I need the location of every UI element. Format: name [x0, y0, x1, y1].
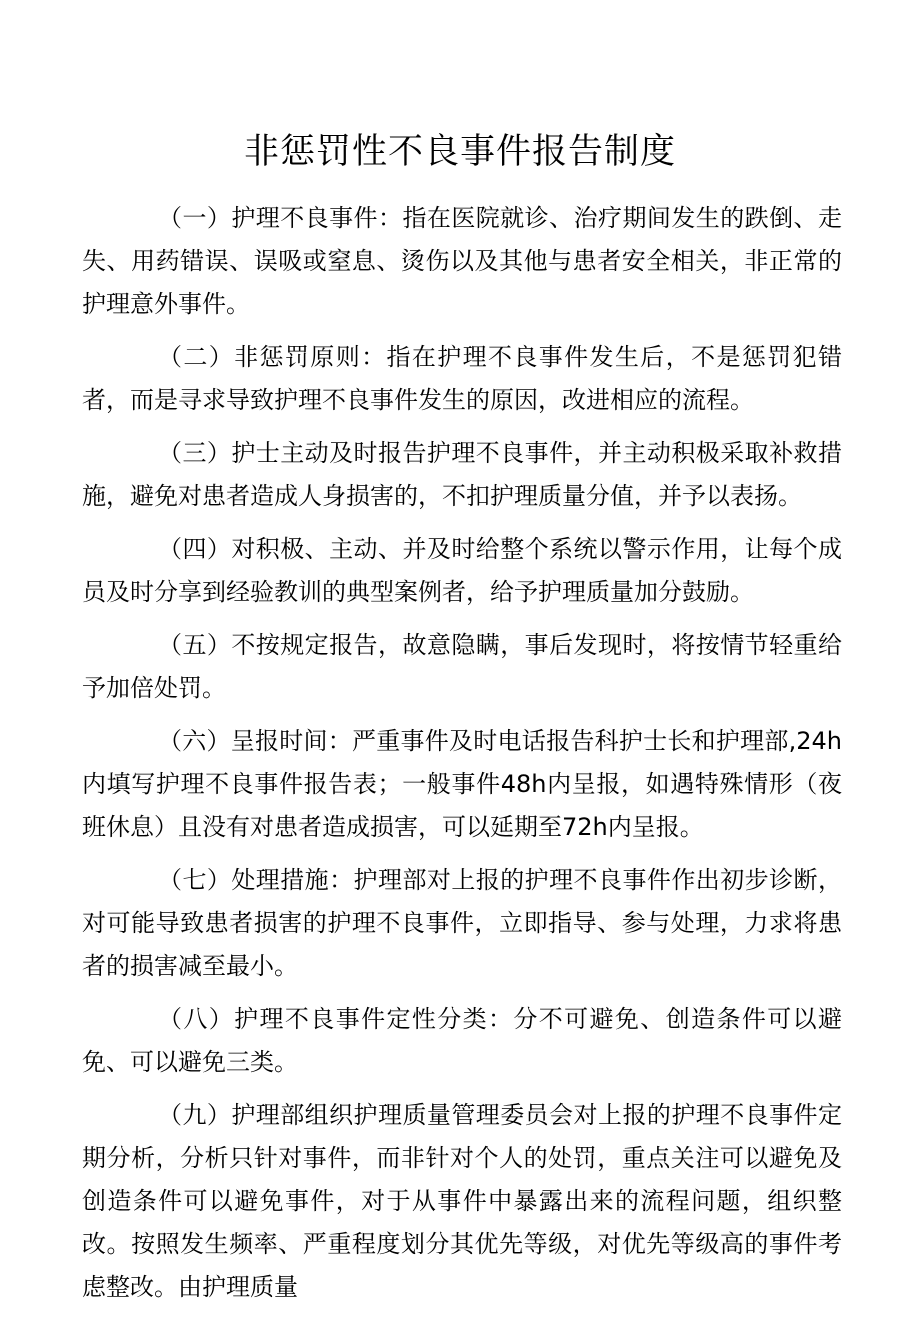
paragraph-2: （二）非惩罚原则：指在护理不良事件发生后，不是惩罚犯错者，而是寻求导致护理不良事件发生的原因，改进相应的流程。: [82, 343, 842, 414]
document-body: [82, 197, 842, 1319]
paragraph-1: （一）护理不良事件：指在医院就诊、治疗期间发生的跌倒、走失、用药错误、误吸或窒息、烫伤以及其他与患者安全相关，非正常的护理意外事件。: [82, 204, 842, 318]
paragraph-3: （三）护士主动及时报告护理不良事件，并主动积极采取补救措施，避免对患者造成人身损害的，不扣护理质量分值，并予以表扬。: [82, 439, 842, 510]
paragraph-7: （七）处理措施：护理部对上报的护理不良事件作出初步诊断，对可能导致患者损害的护理不良事件，立即指导、参与处理，力求将患者的损害减至最小。: [82, 866, 842, 980]
document-title: 非惩罚性不良事件报告制度: [243, 132, 676, 172]
paragraph-4: （四）对积极、主动、并及时给整个系统以警示作用，让每个成员及时分享到经验教训的典型案例者，给予护理质量加分鼓励。: [82, 535, 842, 606]
paragraph-5: （五）不按规定报告，故意隐瞒，事后发现时，将按情节轻重给予加倍处罚。: [82, 631, 842, 702]
paragraph-9: （九）护理部组织护理质量管理委员会对上报的护理不良事件定期分析，分析只针对事件，而非针对个人的处罚，重点关注可以避免及创造条件可以避免事件，对于从事件中暴露出来的流程问题，组织整改。按照发生频率、严重程度划分其优先等级，对优先等级高的事件考虑整改。由护理质量: [82, 1101, 842, 1301]
paragraph-8: （八）护理不良事件定性分类：分不可避免、创造条件可以避免、可以避免三类。: [82, 1005, 842, 1076]
paragraph-6: （六）呈报时间：严重事件及时电话报告科护士长和护理部,24h内填写护理不良事件报告表；一般事件48h内呈报，如遇特殊情形（夜班休息）且没有对患者造成损害，可以延期至72h内呈报。: [82, 727, 842, 841]
